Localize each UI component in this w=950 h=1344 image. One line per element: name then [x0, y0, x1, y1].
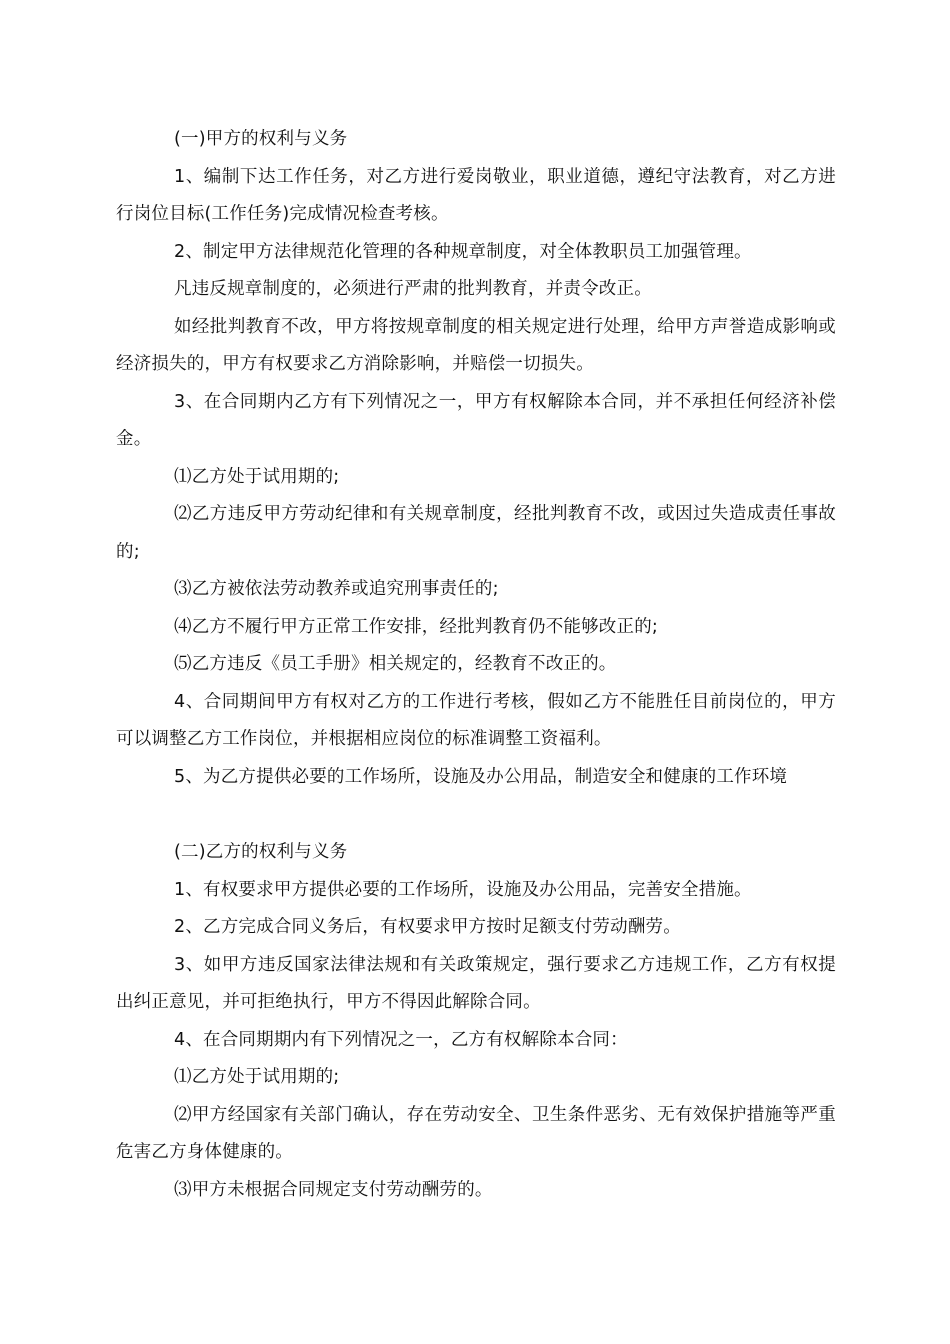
section-heading-party-b: (二)乙方的权利与义务 [174, 842, 348, 862]
list-item: ⑴乙方处于试用期的; [174, 1067, 340, 1087]
list-item: ⑶甲方未根据合同规定支付劳动酬劳的。 [174, 1179, 493, 1200]
list-item: ⑵甲方经国家有关部门确认，存在劳动安全、卫生条件恶劣、无有效保护措施等严重危害乙方身体健康的。 [116, 1104, 836, 1162]
paragraph: 1、编制下达工作任务，对乙方进行爱岗敬业，职业道德，遵纪守法教育，对乙方进行岗位目标(工作任务)完成情况检查考核。 [116, 166, 836, 224]
paragraph: 1、有权要求甲方提供必要的工作场所，设施及办公用品，完善安全措施。 [174, 879, 752, 900]
list-item: ⑷乙方不履行甲方正常工作安排，经批判教育仍不能够改正的; [174, 616, 658, 637]
section-heading-party-a: (一)甲方的权利与义务 [174, 129, 348, 149]
paragraph: 2、乙方完成合同义务后，有权要求甲方按时足额支付劳动酬劳。 [174, 917, 681, 937]
list-item: ⑴乙方处于试用期的; [174, 466, 340, 487]
list-item: ⑶乙方被依法劳动教养或追究刑事责任的; [174, 579, 499, 599]
paragraph: 4、在合同期期内有下列情况之一，乙方有权解除本合同： [174, 1029, 628, 1050]
paragraph: 3、在合同期内乙方有下列情况之一，甲方有权解除本合同，并不承担任何经济补偿金。 [116, 391, 836, 449]
paragraph: 2、制定甲方法律规范化管理的各种规章制度，对全体教职员工加强管理。 [174, 241, 752, 262]
paragraph: 3、如甲方违反国家法律法规和有关政策规定，强行要求乙方违规工作，乙方有权提出纠正意见，并可拒绝执行，甲方不得因此解除合同。 [116, 954, 836, 1012]
section-spacer [116, 796, 836, 834]
paragraph: 如经批判教育不改，甲方将按规章制度的相关规定进行处理，给甲方声誉造成影响或经济损失的，甲方有权要求乙方消除影响，并赔偿一切损失。 [116, 316, 836, 374]
paragraph: 凡违反规章制度的，必须进行严肃的批判教育，并责令改正。 [174, 279, 652, 299]
list-item: ⑸乙方违反《员工手册》相关规定的，经教育不改正的。 [174, 654, 617, 674]
paragraph: 5、为乙方提供必要的工作场所，设施及办公用品，制造安全和健康的工作环境 [174, 766, 788, 787]
document-body [116, 121, 836, 1209]
list-item: ⑵乙方违反甲方劳动纪律和有关规章制度，经批判教育不改，或因过失造成责任事故的; [116, 504, 836, 562]
paragraph: 4、合同期间甲方有权对乙方的工作进行考核，假如乙方不能胜任目前岗位的，甲方可以调整乙方工作岗位，并根据相应岗位的标准调整工资福利。 [116, 691, 836, 749]
